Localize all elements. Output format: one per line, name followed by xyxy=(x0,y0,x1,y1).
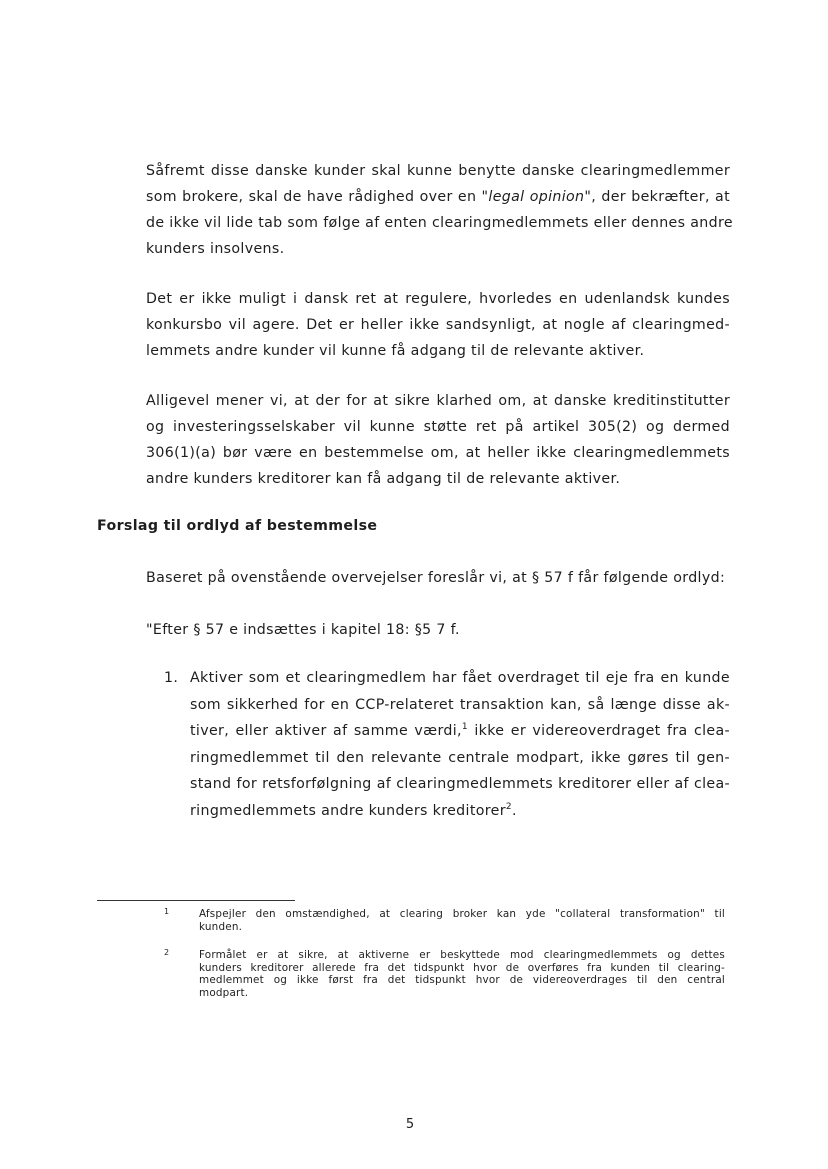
footnote-ref[interactable]: 2 xyxy=(505,801,512,812)
footnote-text xyxy=(199,949,725,999)
text-segment: . xyxy=(511,802,517,819)
text-line: kunders insolvens. xyxy=(146,241,285,257)
text-line: Alligevel mener vi, at der for at sikre klarhed om, at danske kreditinstitutter xyxy=(146,393,730,409)
text-line: Såfremt disse danske kunder skal kunne benytte danske clearingmedlemmer xyxy=(146,163,730,179)
footnote-text xyxy=(199,908,725,933)
text-line: kunden. xyxy=(199,920,243,933)
text-line: Afspejler den omstændighed, at clearing broker kan yde "collateral transformation" til xyxy=(199,908,725,920)
text-line: Aktiver som et clearingmedlem har fået overdraget til eje fra en kunde xyxy=(190,670,730,686)
text-line: Formålet er at sikre, at aktiverne er beskyttede mod clearingmedlemmets og dettes xyxy=(199,949,725,961)
list-number: 1. xyxy=(164,670,179,686)
text-line: 306(1)(a) bør være en bestemmelse om, at heller ikke clearingmedlemmets xyxy=(146,445,730,461)
text-line: konkursbo vil agere. Det er heller ikke sandsynligt, at nogle af clearingmed- xyxy=(146,317,730,333)
footnote-mark: 1 xyxy=(164,907,170,916)
text-line: stand for retsforfølgning af clearingmedlemmets kreditorer eller af clea- xyxy=(190,776,730,792)
paragraph-recommendation xyxy=(146,388,730,492)
text-segment: ringmedlemmets andre kunders kreditorer xyxy=(190,802,506,819)
text-line: kunders kreditorer allerede fra det tidspunkt hvor de overføres fra kunden til clearing- xyxy=(199,961,725,974)
text-line: som brokere, skal de have rådighed over en "legal opinion", der bekræfter, at xyxy=(146,189,730,205)
paragraph-foreign-bankruptcy xyxy=(146,286,730,364)
text-line: andre kunders kreditorer kan få adgang til de relevante aktiver. xyxy=(146,471,621,487)
paragraph-legal-opinion xyxy=(146,158,733,262)
paragraph-insertion-note: "Efter § 57 e indsættes i kapitel 18: §5 7 f. xyxy=(146,622,460,638)
paragraph-proposal-intro: Baseret på ovenstående overvejelser foreslår vi, at § 57 f får følgende ordlyd: xyxy=(146,570,726,586)
text-line: og investeringsselskaber vil kunne støtte ret på artikel 305(2) og dermed xyxy=(146,419,730,435)
text-line: medlemmet og ikke først fra det tidspunkt hvor de videreoverdrages til den central xyxy=(199,974,725,986)
section-heading: Forslag til ordlyd af bestemmelse xyxy=(97,518,378,534)
text-line xyxy=(190,798,730,825)
text-line: lemmets andre kunder vil kunne få adgang til de relevante aktiver. xyxy=(146,343,645,359)
text-line: Det er ikke muligt i dansk ret at regulere, hvorledes en udenlandsk kundes xyxy=(146,291,730,307)
text-line: modpart. xyxy=(199,986,249,999)
text-line xyxy=(190,718,730,745)
text-line: som sikkerhed for en CCP-relateret transaktion kan, så længe disse ak- xyxy=(190,696,730,713)
text-segment: ikke er videreoverdraget fra clea- xyxy=(467,723,730,739)
text-line: ringmedlemmet til den relevante centrale modpart, ikke gøres til gen- xyxy=(190,749,730,766)
text-line: de ikke vil lide tab som følge af enten clearingmedlemmets eller dennes andre xyxy=(146,215,733,231)
page-number: 5 xyxy=(405,1117,415,1132)
footnote-separator xyxy=(97,900,295,901)
list-item-text xyxy=(190,665,730,824)
footnote-mark: 2 xyxy=(164,948,170,957)
footnote-ref[interactable]: 1 xyxy=(461,722,468,732)
text-segment: tiver, eller aktiver af samme værdi, xyxy=(190,723,462,739)
